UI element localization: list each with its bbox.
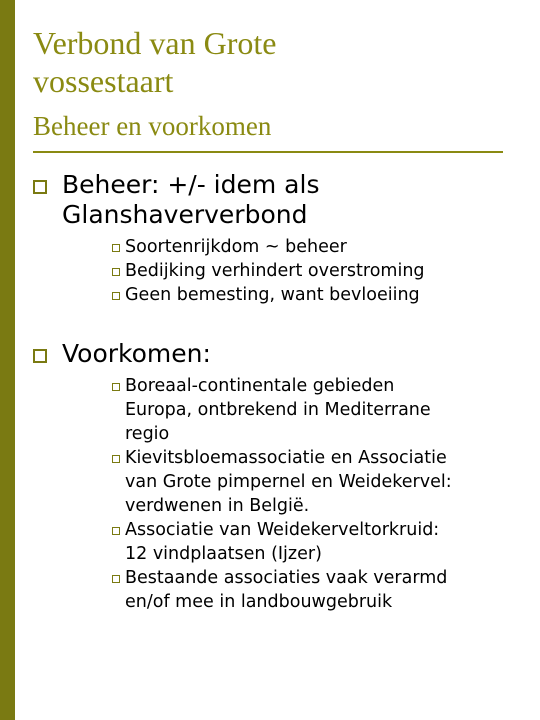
square-bullet-icon [112,455,120,463]
list-item-text: Associatie van Weidekerveltorkruid: [125,520,440,540]
square-bullet-icon [112,268,120,276]
square-bullet-icon [33,349,47,363]
square-bullet-icon [112,244,120,252]
list-item-text: Boreaal-continentale gebieden [125,376,395,396]
slide-subtitle: Beheer en voorkomen [33,111,272,141]
slide-title-line: Verbond van Grote [33,25,277,61]
list-item [90,446,523,518]
list-item [90,518,523,566]
section-heading-line: Glanshaververbond [62,200,308,229]
square-bullet-icon [112,575,120,583]
title-divider [33,151,503,153]
square-bullet-icon [112,292,120,300]
list-item [90,374,523,446]
list-item-text: Geen bemesting, want bevloeiing [125,285,420,305]
list-item-text: Bestaande associaties vaak verarmd [125,568,448,588]
section-heading-line: Voorkomen: [62,339,211,368]
list-item-text: Kievitsbloemassociatie en Associatie [125,448,447,468]
slide-title-line: vossestaart [33,63,174,99]
list-item-text: 12 vindplaatsen (Ijzer) [125,544,322,564]
square-bullet-icon [112,383,120,391]
list-item-text: en/of mee in landbouwgebruik [125,592,393,612]
list-item-text: verdwenen in België. [125,496,310,516]
slide-title [33,24,276,100]
list-item-text: van Grote pimpernel en Weidekervel: [125,472,452,492]
list-item-text: Bedijking verhindert overstroming [125,261,425,281]
left-accent-bar [0,0,15,720]
list-item-text: Soortenrijkdom ~ beheer [125,237,347,257]
section-beheer [33,170,523,230]
voorkomen-sub-list [33,374,523,614]
list-item [90,566,523,614]
square-bullet-icon [112,527,120,535]
slide-content [33,170,523,614]
list-item [90,259,523,283]
square-bullet-icon [33,180,47,194]
list-item [90,283,523,307]
list-item [90,235,523,259]
list-item-text: regio [125,424,170,444]
section-voorkomen [33,339,523,369]
list-item-text: Europa, ontbrekend in Mediterrane [125,400,431,420]
section-heading-line: Beheer: +/- idem als [62,170,320,199]
beheer-sub-list [33,235,523,307]
